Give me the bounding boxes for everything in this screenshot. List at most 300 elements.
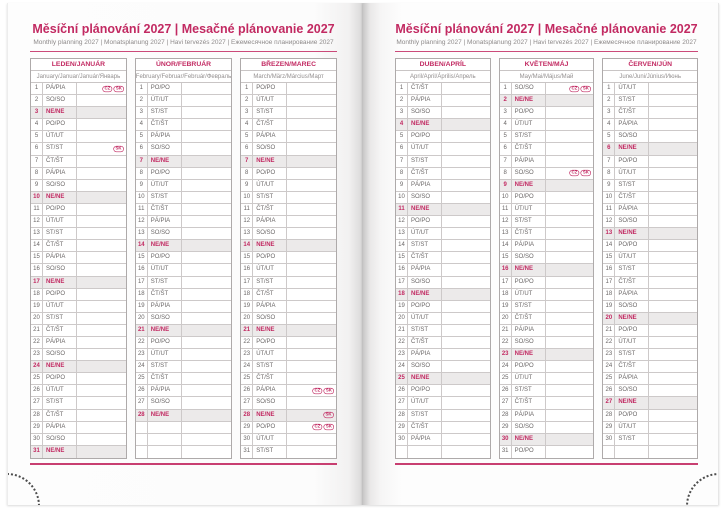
day-weekday: NE/NE	[408, 289, 442, 300]
day-row	[500, 301, 594, 313]
day-notes-cell	[287, 313, 336, 324]
day-notes-cell	[649, 397, 697, 408]
day-row	[396, 107, 490, 119]
day-row	[500, 252, 594, 264]
day-number: 14	[500, 240, 512, 251]
day-weekday: NE/NE	[408, 373, 442, 384]
day-row	[396, 264, 490, 276]
day-number: 31	[31, 446, 43, 458]
day-number: 19	[241, 301, 253, 312]
day-row	[500, 337, 594, 349]
day-number: 4	[136, 119, 148, 130]
day-number: 2	[396, 95, 408, 106]
day-weekday: PO/PO	[512, 277, 546, 288]
day-number: 12	[31, 216, 43, 227]
holiday-badge-sk-icon: SK	[324, 424, 334, 430]
day-row	[31, 397, 126, 409]
day-number: 31	[241, 446, 253, 458]
day-notes-cell	[77, 349, 126, 360]
day-row	[603, 325, 697, 337]
day-notes-cell	[182, 180, 231, 191]
page-left	[7, 3, 363, 505]
month-days-grid	[603, 83, 697, 458]
day-weekday: ČT/ŠT	[512, 143, 546, 154]
day-weekday: ÚT/UT	[148, 95, 182, 106]
day-row	[241, 349, 336, 361]
day-row	[136, 107, 231, 119]
day-row	[396, 228, 490, 240]
day-number: 25	[241, 373, 253, 384]
month-column	[30, 58, 127, 459]
month-name: KVĚTEN/MÁJ	[500, 59, 594, 71]
day-row	[136, 83, 231, 95]
holiday-badge-sk-icon: SK	[113, 146, 123, 152]
day-number: 12	[500, 216, 512, 227]
day-number: 4	[31, 119, 43, 130]
month-column	[499, 58, 595, 459]
day-weekday: ST/ST	[43, 397, 77, 408]
day-weekday: ÚT/UT	[615, 422, 649, 433]
day-notes-cell	[442, 313, 490, 324]
day-row	[603, 410, 697, 422]
footer-rule	[395, 463, 698, 465]
day-notes-cell	[287, 385, 336, 396]
day-number: 26	[500, 385, 512, 396]
day-notes-cell	[442, 216, 490, 227]
day-row	[241, 156, 336, 168]
day-number: 6	[241, 143, 253, 154]
holiday-badges	[102, 85, 124, 91]
day-notes-cell	[182, 204, 231, 215]
day-row	[603, 373, 697, 385]
day-number: 27	[396, 397, 408, 408]
day-weekday: SO/SO	[148, 397, 182, 408]
day-row	[500, 373, 594, 385]
day-row	[500, 119, 594, 131]
day-row	[31, 168, 126, 180]
day-number: 23	[603, 349, 615, 360]
day-number: 12	[241, 216, 253, 227]
day-notes-cell	[77, 325, 126, 336]
day-row	[396, 301, 490, 313]
day-weekday: ST/ST	[253, 446, 287, 458]
day-notes-cell	[442, 410, 490, 421]
day-number: 11	[603, 204, 615, 215]
day-number: 18	[603, 289, 615, 300]
day-number: 7	[31, 156, 43, 167]
day-number: 25	[31, 373, 43, 384]
day-notes-cell	[287, 373, 336, 384]
day-number: 9	[241, 180, 253, 191]
day-weekday: SO/SO	[615, 216, 649, 227]
month-days-grid	[500, 83, 594, 458]
day-weekday: SO/SO	[512, 168, 546, 179]
day-notes-cell	[77, 289, 126, 300]
day-weekday: PO/PO	[408, 216, 442, 227]
holiday-badges	[570, 85, 592, 91]
day-notes-cell	[182, 446, 231, 458]
day-notes-cell	[546, 119, 594, 130]
day-weekday: ÚT/UT	[43, 301, 77, 312]
day-number: 13	[396, 228, 408, 239]
day-number: 20	[396, 313, 408, 324]
day-notes-cell	[182, 131, 231, 142]
day-number: 5	[396, 131, 408, 142]
day-weekday: PÁ/PIA	[512, 325, 546, 336]
day-notes-cell	[182, 289, 231, 300]
page-subtitle: Monthly planning 2027 | Monatsplanung 2027 | Havi tervezés 2027 | Ежемесячное планирование 2027	[33, 39, 334, 46]
day-number: 19	[500, 301, 512, 312]
day-notes-cell	[77, 83, 126, 94]
day-row	[241, 168, 336, 180]
day-row	[500, 397, 594, 409]
day-notes-cell	[287, 410, 336, 421]
day-row	[31, 192, 126, 204]
day-number: 21	[241, 325, 253, 336]
day-number: 10	[31, 192, 43, 203]
day-row	[500, 277, 594, 289]
month-column	[135, 58, 232, 459]
day-notes-cell	[649, 168, 697, 179]
day-row	[241, 252, 336, 264]
day-weekday: ČT/ŠT	[253, 119, 287, 130]
day-notes-cell	[287, 204, 336, 215]
day-row	[500, 83, 594, 95]
day-notes-cell	[77, 119, 126, 130]
day-number	[136, 434, 148, 445]
day-notes-cell	[649, 325, 697, 336]
day-number	[136, 422, 148, 433]
day-number: 19	[136, 301, 148, 312]
day-number: 4	[241, 119, 253, 130]
day-notes-cell	[77, 422, 126, 433]
day-weekday: PO/PO	[512, 361, 546, 372]
day-row	[500, 361, 594, 373]
day-number: 22	[603, 337, 615, 348]
day-weekday: ST/ST	[615, 349, 649, 360]
day-notes-cell	[649, 337, 697, 348]
day-weekday	[148, 446, 182, 458]
day-notes-cell	[649, 131, 697, 142]
day-weekday: PÁ/PIA	[43, 337, 77, 348]
day-notes-cell	[649, 252, 697, 263]
day-weekday: PÁ/PIA	[253, 216, 287, 227]
day-notes-cell	[649, 349, 697, 360]
day-notes-cell	[182, 410, 231, 421]
day-number: 3	[500, 107, 512, 118]
day-number: 19	[31, 301, 43, 312]
day-row	[136, 264, 231, 276]
day-notes-cell	[77, 192, 126, 203]
day-weekday: PO/PO	[43, 373, 77, 384]
day-notes-cell	[442, 168, 490, 179]
day-number: 30	[31, 434, 43, 445]
day-weekday: PO/PO	[43, 119, 77, 130]
day-weekday: PÁ/PIA	[43, 83, 77, 94]
day-row	[241, 264, 336, 276]
day-notes-cell	[442, 289, 490, 300]
page-title: Měsíční plánování 2027 | Mesačné plánovanie 2027	[32, 22, 335, 36]
day-notes-cell	[182, 264, 231, 275]
day-weekday: NE/NE	[148, 410, 182, 421]
day-row	[136, 240, 231, 252]
day-row	[241, 361, 336, 373]
day-number: 6	[500, 143, 512, 154]
day-row	[396, 252, 490, 264]
day-weekday: NE/NE	[253, 410, 287, 421]
day-row	[396, 446, 490, 458]
day-notes-cell	[649, 277, 697, 288]
day-row	[500, 107, 594, 119]
day-row	[603, 313, 697, 325]
day-row	[396, 180, 490, 192]
day-weekday: PÁ/PIA	[148, 301, 182, 312]
day-number: 26	[136, 385, 148, 396]
day-number: 6	[396, 143, 408, 154]
day-number: 12	[136, 216, 148, 227]
day-notes-cell	[546, 397, 594, 408]
day-number: 22	[241, 337, 253, 348]
day-notes-cell	[77, 252, 126, 263]
day-weekday: NE/NE	[43, 192, 77, 203]
day-number: 24	[241, 361, 253, 372]
day-row	[136, 289, 231, 301]
day-row	[136, 373, 231, 385]
day-notes-cell	[287, 95, 336, 106]
day-weekday: PO/PO	[408, 301, 442, 312]
day-weekday: SO/SO	[43, 95, 77, 106]
day-weekday: ÚT/UT	[253, 95, 287, 106]
day-notes-cell	[546, 301, 594, 312]
day-row	[396, 95, 490, 107]
day-row	[31, 446, 126, 458]
day-number: 7	[603, 156, 615, 167]
day-row	[31, 216, 126, 228]
day-number: 23	[31, 349, 43, 360]
day-notes-cell	[442, 156, 490, 167]
day-row	[603, 168, 697, 180]
day-row	[241, 434, 336, 446]
day-weekday: ÚT/UT	[408, 228, 442, 239]
day-notes-cell	[77, 143, 126, 154]
day-row	[603, 337, 697, 349]
day-row	[603, 385, 697, 397]
day-number: 17	[603, 277, 615, 288]
day-notes-cell	[182, 397, 231, 408]
day-notes-cell	[546, 216, 594, 227]
day-row	[136, 119, 231, 131]
day-notes-cell	[77, 385, 126, 396]
day-number: 30	[500, 434, 512, 445]
day-row	[136, 252, 231, 264]
day-number: 31	[500, 446, 512, 458]
day-row	[603, 289, 697, 301]
day-row	[31, 325, 126, 337]
day-weekday: SO/SO	[408, 107, 442, 118]
day-weekday: PÁ/PIA	[148, 385, 182, 396]
day-weekday: PÁ/PIA	[148, 131, 182, 142]
day-number: 28	[396, 410, 408, 421]
day-notes-cell	[649, 361, 697, 372]
day-weekday: ČT/ŠT	[148, 204, 182, 215]
day-weekday: PÁ/PIA	[253, 385, 287, 396]
day-notes-cell	[546, 168, 594, 179]
day-weekday: PO/PO	[148, 168, 182, 179]
day-weekday: ÚT/UT	[615, 168, 649, 179]
day-number: 17	[500, 277, 512, 288]
day-weekday: ST/ST	[253, 361, 287, 372]
day-number: 11	[136, 204, 148, 215]
day-number: 2	[31, 95, 43, 106]
day-notes-cell	[77, 361, 126, 372]
day-weekday: PO/PO	[253, 252, 287, 263]
day-weekday: ST/ST	[408, 156, 442, 167]
day-weekday: ÚT/UT	[43, 131, 77, 142]
day-row	[396, 143, 490, 155]
day-notes-cell	[546, 264, 594, 275]
day-row	[603, 131, 697, 143]
day-notes-cell	[442, 95, 490, 106]
day-row	[500, 95, 594, 107]
holiday-badge-sk-icon: SK	[324, 412, 334, 418]
day-number: 21	[136, 325, 148, 336]
day-number: 2	[241, 95, 253, 106]
day-weekday: PO/PO	[408, 131, 442, 142]
day-notes-cell	[649, 434, 697, 445]
day-row	[500, 228, 594, 240]
day-row	[396, 216, 490, 228]
day-weekday: NE/NE	[43, 446, 77, 458]
day-notes-cell	[649, 95, 697, 106]
month-name: LEDEN/JANUÁR	[31, 59, 126, 71]
day-row	[603, 192, 697, 204]
day-row	[396, 119, 490, 131]
day-notes-cell	[77, 446, 126, 458]
day-row	[31, 252, 126, 264]
day-weekday: ČT/ŠT	[408, 252, 442, 263]
day-number: 10	[241, 192, 253, 203]
day-row	[31, 107, 126, 119]
day-notes-cell	[77, 313, 126, 324]
day-weekday: SO/SO	[148, 143, 182, 154]
day-number: 29	[31, 422, 43, 433]
day-weekday: SO/SO	[512, 252, 546, 263]
day-weekday: PO/PO	[148, 83, 182, 94]
day-notes-cell	[442, 83, 490, 94]
day-row	[603, 204, 697, 216]
day-weekday: SO/SO	[512, 83, 546, 94]
day-number: 4	[396, 119, 408, 130]
day-row	[31, 156, 126, 168]
day-weekday: SO/SO	[408, 361, 442, 372]
day-number: 14	[31, 240, 43, 251]
day-number: 28	[603, 410, 615, 421]
day-notes-cell	[442, 337, 490, 348]
day-weekday: ČT/ŠT	[615, 277, 649, 288]
day-number: 5	[241, 131, 253, 142]
day-notes-cell	[287, 216, 336, 227]
day-notes-cell	[77, 410, 126, 421]
day-row	[603, 361, 697, 373]
day-row	[500, 289, 594, 301]
day-weekday: ÚT/UT	[253, 180, 287, 191]
day-number: 9	[136, 180, 148, 191]
day-weekday: NE/NE	[512, 95, 546, 106]
day-notes-cell	[546, 434, 594, 445]
day-number: 18	[241, 289, 253, 300]
day-notes-cell	[442, 119, 490, 130]
day-notes-cell	[546, 252, 594, 263]
months-row	[30, 58, 337, 459]
day-notes-cell	[649, 385, 697, 396]
day-weekday: ÚT/UT	[253, 264, 287, 275]
month-name: ÚNOR/FEBRUÁR	[136, 59, 231, 71]
day-row	[603, 434, 697, 446]
day-weekday: ST/ST	[408, 410, 442, 421]
day-row	[396, 131, 490, 143]
day-row	[136, 216, 231, 228]
day-number: 27	[603, 397, 615, 408]
day-number: 5	[31, 131, 43, 142]
day-weekday: ČT/ŠT	[43, 156, 77, 167]
day-row	[31, 228, 126, 240]
day-row	[241, 107, 336, 119]
day-notes-cell	[182, 119, 231, 130]
day-number: 29	[500, 422, 512, 433]
day-number: 19	[603, 301, 615, 312]
day-row	[500, 131, 594, 143]
day-number: 10	[136, 192, 148, 203]
day-notes-cell	[442, 325, 490, 336]
page-title: Měsíční plánování 2027 | Mesačné plánovanie 2027	[395, 22, 698, 36]
day-weekday: ÚT/UT	[615, 337, 649, 348]
day-weekday: ST/ST	[615, 264, 649, 275]
day-weekday	[148, 434, 182, 445]
day-row	[396, 422, 490, 434]
day-weekday: PO/PO	[512, 107, 546, 118]
day-row	[396, 349, 490, 361]
day-number: 28	[500, 410, 512, 421]
day-number: 9	[500, 180, 512, 191]
day-notes-cell	[287, 131, 336, 142]
day-weekday: ÚT/UT	[253, 349, 287, 360]
day-weekday: ST/ST	[148, 107, 182, 118]
header-rule	[30, 51, 337, 52]
day-weekday: ČT/ŠT	[43, 410, 77, 421]
day-weekday: ÚT/UT	[512, 373, 546, 384]
day-notes-cell	[546, 180, 594, 191]
day-number: 25	[136, 373, 148, 384]
day-notes-cell	[546, 95, 594, 106]
day-weekday: SO/SO	[408, 277, 442, 288]
day-number: 4	[603, 119, 615, 130]
day-number: 15	[603, 252, 615, 263]
day-notes-cell	[287, 228, 336, 239]
day-row	[136, 313, 231, 325]
day-notes-cell	[182, 277, 231, 288]
day-row	[500, 422, 594, 434]
day-row	[396, 277, 490, 289]
day-weekday: PÁ/PIA	[408, 349, 442, 360]
day-number: 6	[31, 143, 43, 154]
day-number: 13	[31, 228, 43, 239]
day-number: 8	[396, 168, 408, 179]
day-weekday	[615, 446, 649, 458]
day-notes-cell	[182, 240, 231, 251]
day-row	[136, 397, 231, 409]
day-weekday: ČT/ŠT	[43, 325, 77, 336]
day-weekday: PO/PO	[253, 83, 287, 94]
